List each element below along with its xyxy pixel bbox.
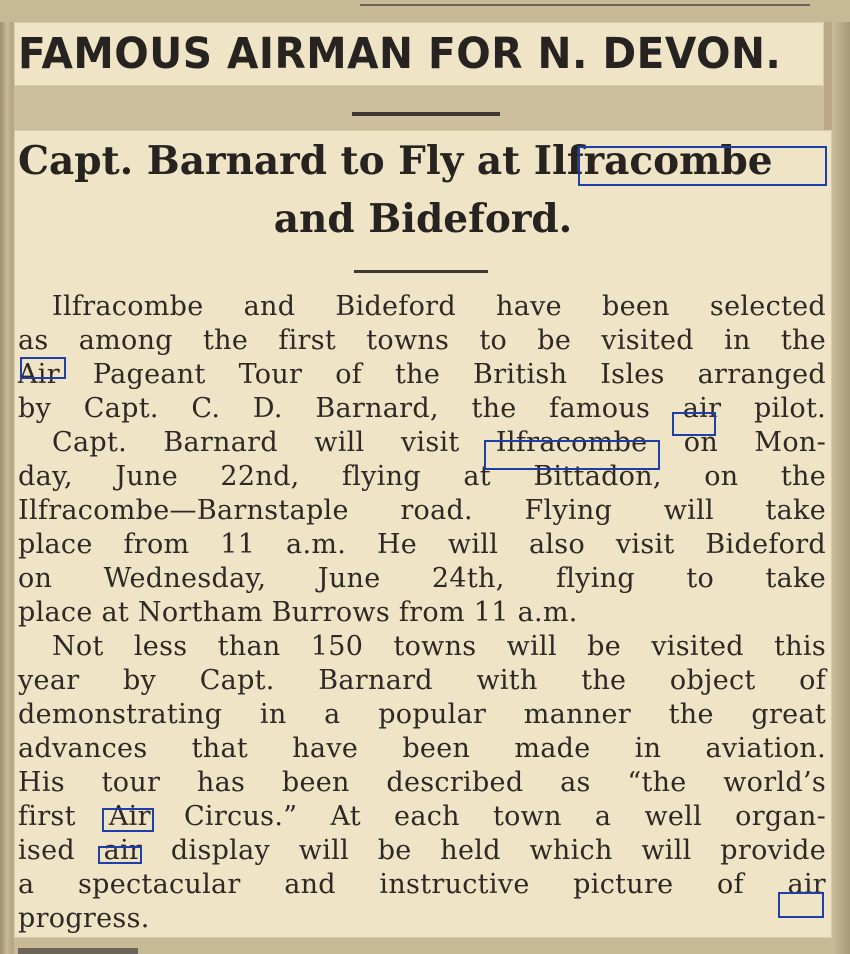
subhead-divider bbox=[354, 270, 488, 273]
body-line: as among the first towns to be visited in the bbox=[18, 325, 826, 356]
body-line: Air Pageant Tour of the British Isles arranged bbox=[18, 359, 826, 390]
search-highlight bbox=[578, 146, 827, 186]
body-line: ised air display will be held which will provide bbox=[18, 835, 826, 866]
body-line: by Capt. C. D. Barnard, the famous air pilot. bbox=[18, 393, 826, 424]
search-highlight bbox=[672, 412, 716, 436]
page-edge-left bbox=[0, 0, 12, 954]
search-highlight bbox=[98, 846, 142, 864]
headline-divider bbox=[352, 112, 500, 116]
search-highlight bbox=[484, 440, 660, 470]
body-line: progress. bbox=[18, 903, 150, 934]
headline-panel bbox=[14, 22, 824, 86]
subheadline-line-1: Capt. Barnard to Fly at Ilfracombe bbox=[18, 138, 773, 184]
next-headline-fragment bbox=[18, 948, 138, 954]
body-line: Ilfracombe—Barnstaple road. Flying will take bbox=[18, 495, 826, 526]
body-line: on Wednesday, June 24th, flying to take bbox=[18, 563, 826, 594]
next-article-strip bbox=[14, 938, 832, 954]
body-line: His tour has been described as “the world’s bbox=[18, 767, 826, 798]
body-line: day, June 22nd, flying at Bittadon, on the bbox=[18, 461, 826, 492]
search-highlight bbox=[102, 808, 154, 832]
body-line: Not less than 150 towns will be visited this bbox=[52, 631, 826, 662]
previous-article-strip bbox=[0, 0, 850, 22]
body-line: first Air Circus.” At each town a well organ- bbox=[18, 801, 826, 832]
body-line: a spectacular and instructive picture of air bbox=[18, 869, 826, 900]
search-highlight bbox=[20, 357, 66, 379]
body-line: Capt. Barnard will visit Ilfracombe on Mon- bbox=[52, 427, 826, 458]
body-line: year by Capt. Barnard with the object of bbox=[18, 665, 826, 696]
body-line: Ilfracombe and Bideford have been selected bbox=[52, 291, 826, 322]
subheadline-line-2: and Bideford. bbox=[273, 196, 573, 242]
body-line: demonstrating in a popular manner the great bbox=[18, 699, 826, 730]
search-highlight bbox=[778, 892, 824, 918]
body-line: place from 11 a.m. He will also visit Bideford bbox=[18, 529, 826, 560]
headline: FAMOUS AIRMAN FOR N. DEVON. bbox=[18, 29, 782, 79]
body-line: place at Northam Burrows from 11 a.m. bbox=[18, 597, 578, 628]
body-line: advances that have been made in aviation. bbox=[18, 733, 826, 764]
separator-band bbox=[14, 86, 824, 130]
column-rule bbox=[360, 4, 810, 6]
